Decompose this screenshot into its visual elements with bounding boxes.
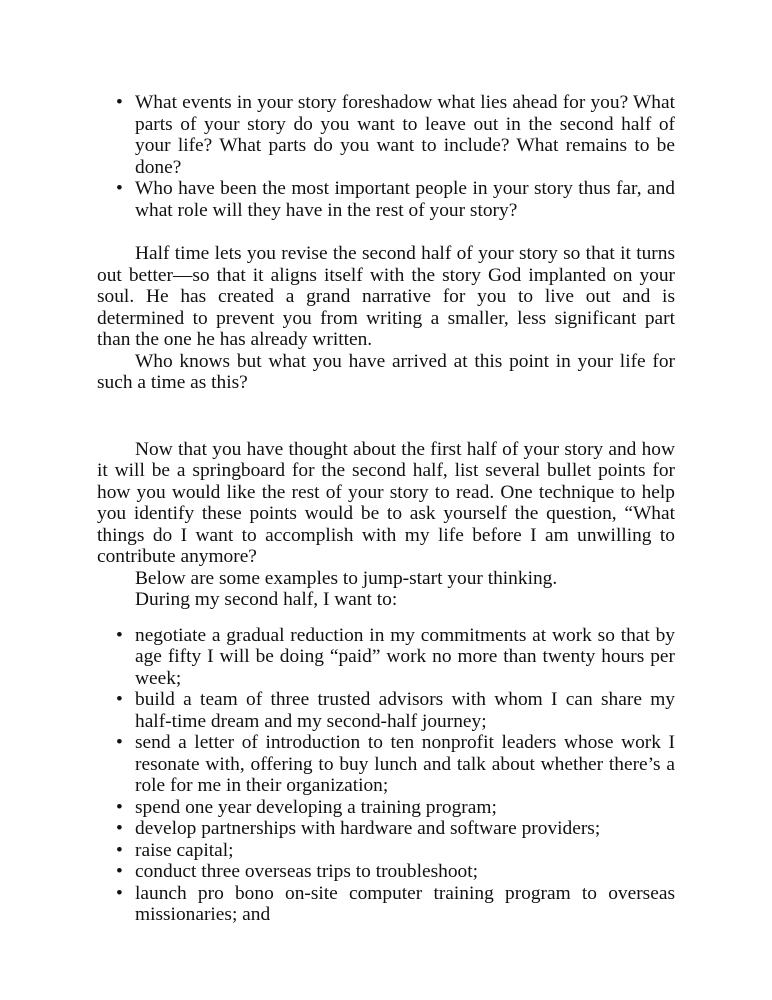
list-item	[97, 732, 675, 797]
list-item-text: spend one year developing a training program;	[135, 796, 497, 818]
paragraph-who-knows: Who knows but what you have arrived at this point in your life for such a time as this?	[97, 350, 675, 393]
bullet-icon: •	[116, 178, 123, 199]
list-item	[97, 861, 675, 883]
list-item-text: raise capital;	[135, 839, 234, 861]
list-item-text: conduct three overseas trips to troubleshoot;	[135, 861, 479, 882]
list-item	[97, 797, 675, 819]
list-item-text: develop partnerships with hardware and software providers;	[135, 818, 601, 839]
bullet-icon: •	[116, 882, 123, 904]
bullet-icon: •	[116, 839, 123, 861]
list-item-text: send a letter of introduction to ten nonprofit leaders whose work I resonate with, offering to buy lunch and talk about whether there’s a role for me in their organization;	[135, 732, 675, 796]
list-item	[97, 178, 675, 221]
bullet-icon: •	[116, 92, 123, 113]
line-examples-intro: Below are some examples to jump-start your thinking.	[135, 567, 558, 589]
bullet-icon: •	[116, 861, 123, 882]
list-item-text: negotiate a gradual reduction in my commitments at work so that by age fifty I will be doing “paid” work no more than twenty hours per week;	[135, 624, 675, 689]
spacer	[97, 221, 675, 243]
reflection-question-list	[97, 92, 675, 221]
bullet-icon: •	[116, 732, 123, 753]
list-item	[97, 689, 675, 732]
second-half-goals-list	[97, 625, 675, 926]
paragraph-now-that: Now that you have thought about the first half of your story and how it will be a springboard for the second half, list several bullet points for how you would like the rest of your story to read. One technique to help you identify these points would be to ask yourself the question, “What things do I want to accomplish with my life before I am unwilling to contribute anymore?	[97, 438, 675, 567]
bullet-icon: •	[116, 818, 123, 839]
bullet-icon: •	[116, 796, 123, 818]
list-item-text: What events in your story foreshadow what lies ahead for you? What parts of your story do you want to leave out in the second half of your life? What parts do you want to include? What remains to be done?	[135, 92, 675, 178]
list-item-text: build a team of three trusted advisors with whom I can share my half-time dream and my second-half journey;	[135, 689, 675, 732]
list-item-text: Who have been the most important people in your story thus far, and what role will they have in the rest of your story?	[135, 178, 675, 221]
list-item-text: launch pro bono on-site computer training program to overseas missionaries; and	[135, 882, 675, 925]
list-item	[97, 840, 675, 862]
document-page	[97, 92, 675, 926]
list-item	[97, 818, 675, 840]
bullet-icon: •	[116, 689, 123, 710]
list-item	[97, 92, 675, 178]
spacer	[97, 394, 675, 439]
paragraph-half-time: Half time lets you revise the second half of your story so that it turns out better—so that it aligns itself with the story God implanted on your soul. He has created a grand narrative for you to live out and is determined to prevent you from writing a smaller, less significant part than the one he has already written.	[97, 243, 675, 350]
spacer	[97, 611, 675, 625]
list-item	[97, 883, 675, 926]
line-second-half-intro: During my second half, I want to:	[135, 589, 398, 610]
bullet-icon: •	[116, 624, 123, 646]
list-item	[97, 625, 675, 690]
